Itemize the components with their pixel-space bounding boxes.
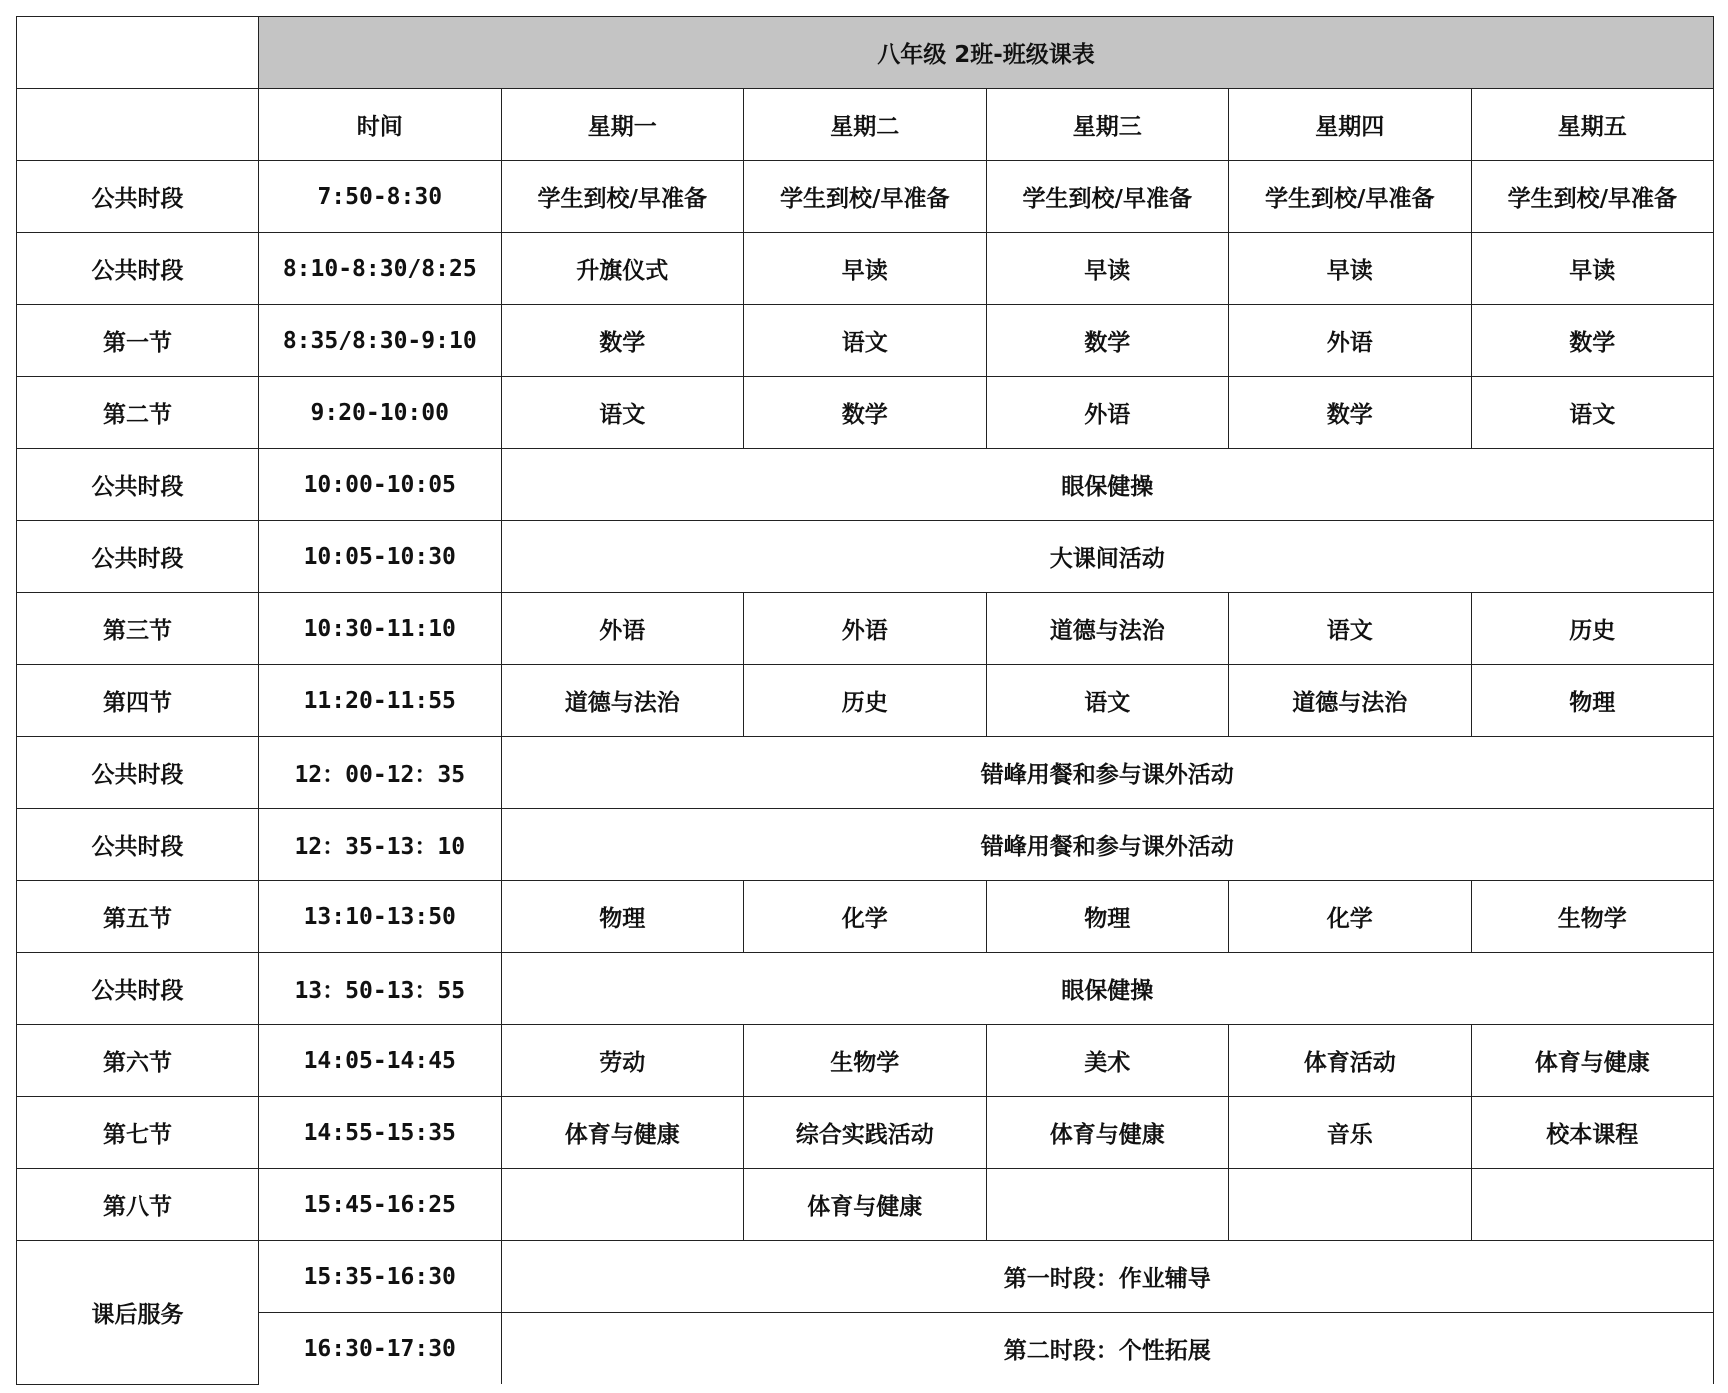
period-time: 8:35/8:30-9:10 <box>259 305 502 377</box>
after-school-activity: 第一时段：作业辅导 <box>501 1241 1714 1313</box>
period-time: 13：50-13：55 <box>259 953 502 1025</box>
table-row <box>17 593 1714 665</box>
subject-cell: 外语 <box>1229 305 1472 377</box>
subject-cell: 道德与法治 <box>1229 665 1472 737</box>
table-row <box>17 665 1714 737</box>
subject-cell: 外语 <box>501 593 744 665</box>
subject-cell: 语文 <box>986 665 1229 737</box>
subject-cell: 美术 <box>986 1025 1229 1097</box>
subject-cell: 化学 <box>744 881 987 953</box>
after-school-activity: 第二时段：个性拓展 <box>501 1313 1714 1385</box>
table-row <box>17 1097 1714 1169</box>
period-label: 第二节 <box>17 377 259 449</box>
period-label: 公共时段 <box>17 809 259 881</box>
after-school-time: 16:30-17:30 <box>259 1313 502 1385</box>
subject-cell <box>501 1169 744 1241</box>
period-label: 第八节 <box>17 1169 259 1241</box>
subject-cell: 数学 <box>1471 305 1714 377</box>
subject-cell: 物理 <box>986 881 1229 953</box>
period-label: 第七节 <box>17 1097 259 1169</box>
table-row <box>17 1025 1714 1097</box>
table-row <box>17 1169 1714 1241</box>
header-day-fri: 星期五 <box>1471 89 1714 161</box>
period-time: 14:05-14:45 <box>259 1025 502 1097</box>
after-school-row <box>17 1313 1714 1385</box>
period-label: 公共时段 <box>17 737 259 809</box>
period-time: 9:20-10:00 <box>259 377 502 449</box>
period-label: 第六节 <box>17 1025 259 1097</box>
subject-cell: 物理 <box>1471 665 1714 737</box>
subject-cell: 升旗仪式 <box>501 233 744 305</box>
period-time: 14:55-15:35 <box>259 1097 502 1169</box>
subject-cell: 历史 <box>1471 593 1714 665</box>
subject-cell: 语文 <box>744 305 987 377</box>
after-school-time: 15:35-16:30 <box>259 1241 502 1313</box>
period-label: 公共时段 <box>17 521 259 593</box>
period-label: 第五节 <box>17 881 259 953</box>
subject-cell: 道德与法治 <box>501 665 744 737</box>
header-day-mon: 星期一 <box>501 89 744 161</box>
period-label: 公共时段 <box>17 161 259 233</box>
period-time: 8:10-8:30/8:25 <box>259 233 502 305</box>
subject-cell: 外语 <box>986 377 1229 449</box>
subject-cell: 音乐 <box>1229 1097 1472 1169</box>
subject-cell: 生物学 <box>1471 881 1714 953</box>
subject-cell: 外语 <box>744 593 987 665</box>
subject-cell: 数学 <box>1229 377 1472 449</box>
subject-cell: 语文 <box>501 377 744 449</box>
subject-cell: 早读 <box>1229 233 1472 305</box>
period-time: 12：00-12：35 <box>259 737 502 809</box>
subject-cell: 体育与健康 <box>986 1097 1229 1169</box>
class-timetable <box>16 16 1714 1385</box>
header-day-wed: 星期三 <box>986 89 1229 161</box>
period-time: 15:45-16:25 <box>259 1169 502 1241</box>
table-row <box>17 449 1714 521</box>
period-label: 第三节 <box>17 593 259 665</box>
subject-cell: 体育与健康 <box>501 1097 744 1169</box>
subject-cell: 早读 <box>744 233 987 305</box>
header-time: 时间 <box>259 89 502 161</box>
subject-cell <box>1229 1169 1472 1241</box>
subject-cell: 数学 <box>501 305 744 377</box>
merged-activity-cell: 错峰用餐和参与课外活动 <box>501 809 1714 881</box>
merged-activity-cell: 眼保健操 <box>501 449 1714 521</box>
header-row <box>17 89 1714 161</box>
subject-cell: 化学 <box>1229 881 1472 953</box>
subject-cell: 语文 <box>1229 593 1472 665</box>
subject-cell: 学生到校/早准备 <box>1471 161 1714 233</box>
subject-cell: 校本课程 <box>1471 1097 1714 1169</box>
subject-cell: 体育与健康 <box>1471 1025 1714 1097</box>
subject-cell <box>1471 1169 1714 1241</box>
subject-cell: 综合实践活动 <box>744 1097 987 1169</box>
period-label: 公共时段 <box>17 233 259 305</box>
table-row <box>17 233 1714 305</box>
subject-cell: 学生到校/早准备 <box>501 161 744 233</box>
period-time: 10:05-10:30 <box>259 521 502 593</box>
subject-cell: 历史 <box>744 665 987 737</box>
period-time: 7:50-8:30 <box>259 161 502 233</box>
header-blank-cell <box>17 89 259 161</box>
subject-cell: 体育与健康 <box>744 1169 987 1241</box>
period-time: 13:10-13:50 <box>259 881 502 953</box>
subject-cell: 早读 <box>1471 233 1714 305</box>
corner-blank-cell <box>17 17 259 89</box>
period-label: 公共时段 <box>17 449 259 521</box>
header-day-tue: 星期二 <box>744 89 987 161</box>
title-row <box>17 17 1714 89</box>
period-time: 10:00-10:05 <box>259 449 502 521</box>
period-time: 10:30-11:10 <box>259 593 502 665</box>
after-school-row <box>17 1241 1714 1313</box>
subject-cell: 数学 <box>744 377 987 449</box>
subject-cell: 学生到校/早准备 <box>744 161 987 233</box>
table-row <box>17 737 1714 809</box>
subject-cell: 早读 <box>986 233 1229 305</box>
table-row <box>17 809 1714 881</box>
after-school-label: 课后服务 <box>17 1241 259 1385</box>
header-day-thu: 星期四 <box>1229 89 1472 161</box>
period-label: 公共时段 <box>17 953 259 1025</box>
merged-activity-cell: 大课间活动 <box>501 521 1714 593</box>
merged-activity-cell: 错峰用餐和参与课外活动 <box>501 737 1714 809</box>
subject-cell: 生物学 <box>744 1025 987 1097</box>
table-row <box>17 161 1714 233</box>
period-label: 第四节 <box>17 665 259 737</box>
subject-cell: 学生到校/早准备 <box>1229 161 1472 233</box>
merged-activity-cell: 眼保健操 <box>501 953 1714 1025</box>
subject-cell: 语文 <box>1471 377 1714 449</box>
table-row <box>17 305 1714 377</box>
subject-cell: 物理 <box>501 881 744 953</box>
subject-cell <box>986 1169 1229 1241</box>
period-label: 第一节 <box>17 305 259 377</box>
subject-cell: 体育活动 <box>1229 1025 1472 1097</box>
timetable-title: 八年级 2班-班级课表 <box>259 17 1714 89</box>
subject-cell: 学生到校/早准备 <box>986 161 1229 233</box>
subject-cell: 道德与法治 <box>986 593 1229 665</box>
subject-cell: 劳动 <box>501 1025 744 1097</box>
table-row <box>17 881 1714 953</box>
period-time: 11:20-11:55 <box>259 665 502 737</box>
table-row <box>17 377 1714 449</box>
subject-cell: 数学 <box>986 305 1229 377</box>
period-time: 12：35-13：10 <box>259 809 502 881</box>
table-row <box>17 521 1714 593</box>
table-row <box>17 953 1714 1025</box>
